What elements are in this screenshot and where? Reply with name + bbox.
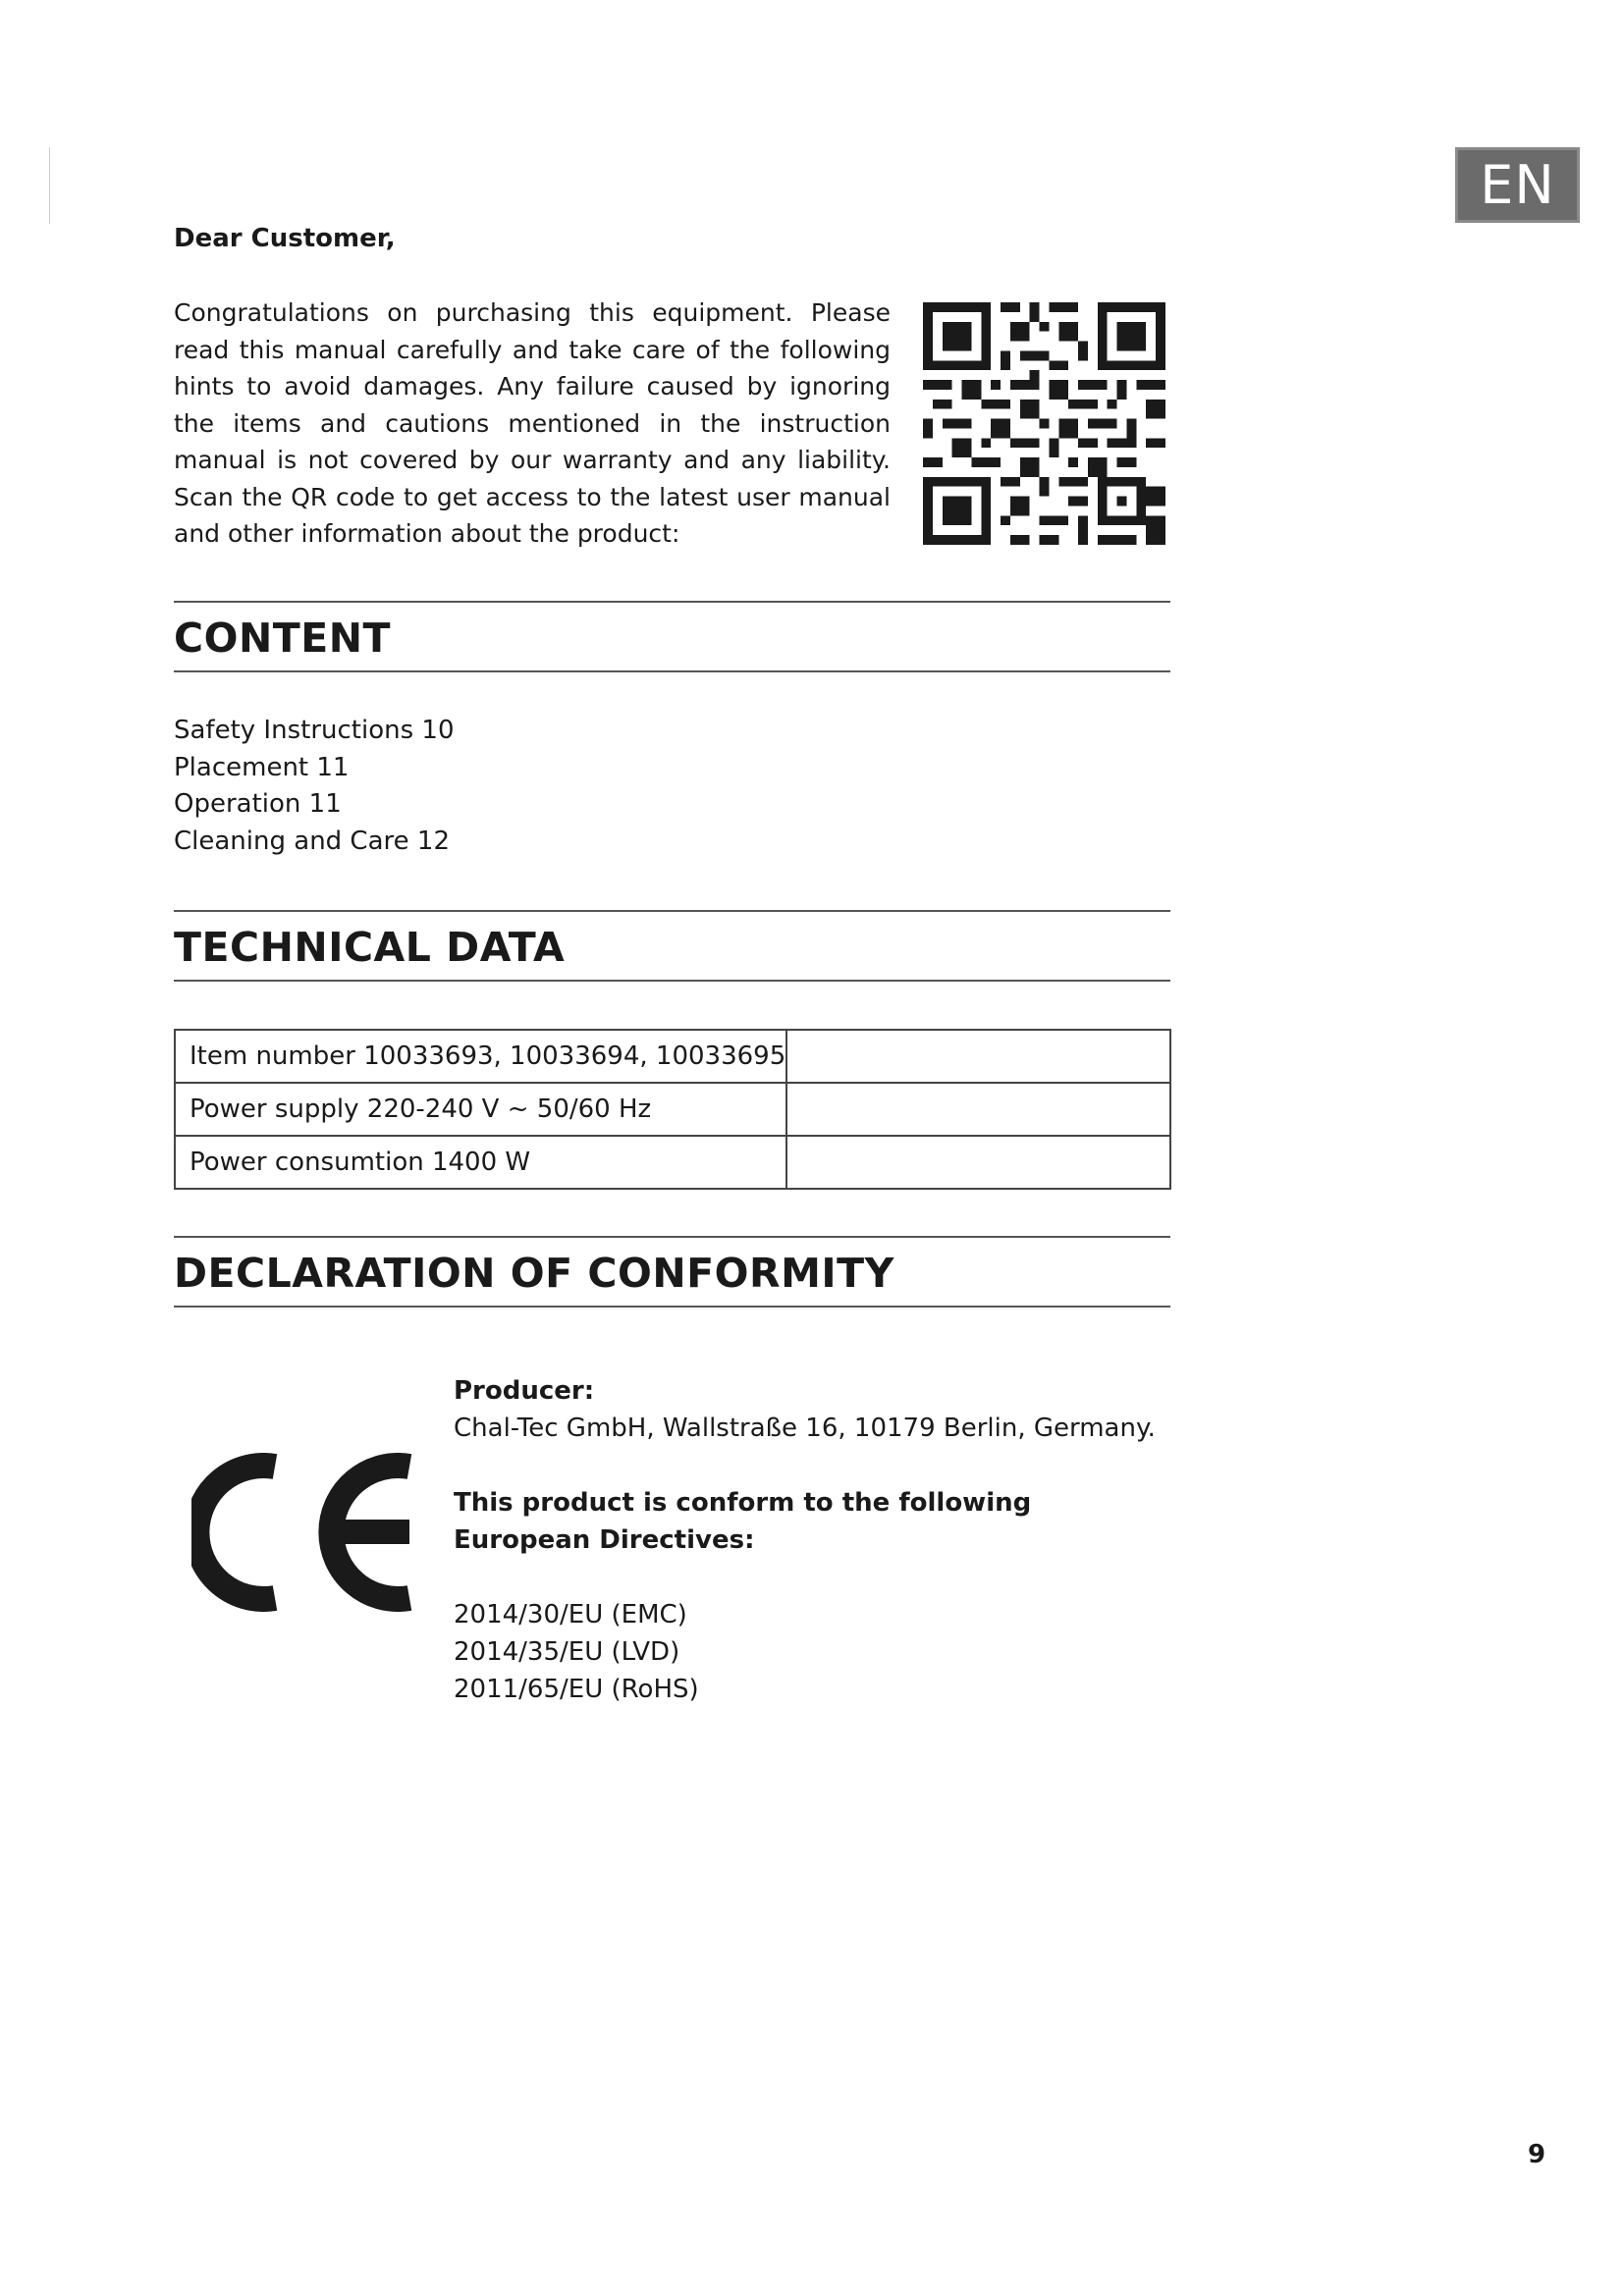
producer-label: Producer: [454, 1376, 595, 1406]
declaration-block [454, 1372, 1161, 1708]
table-cell: Item number 10033693, 10033694, 10033695 [175, 1030, 786, 1083]
table-row [175, 1083, 1170, 1136]
table-row [175, 1030, 1170, 1083]
directive-item: 2014/30/EU (EMC) [454, 1600, 687, 1629]
greeting: Dear Customer, [174, 224, 396, 253]
language-badge: EN [1455, 147, 1580, 223]
toc-item[interactable]: Cleaning and Care 12 [174, 826, 450, 856]
table-cell: Power supply 220-240 V ~ 50/60 Hz [175, 1083, 786, 1136]
qr-code-icon[interactable] [923, 302, 1165, 545]
toc-item[interactable]: Placement 11 [174, 752, 350, 782]
table-row [175, 1136, 1170, 1189]
table-cell [786, 1136, 1170, 1189]
technical-data-heading: TECHNICAL DATA [174, 924, 566, 971]
section-divider [174, 910, 1170, 912]
ce-mark-icon [191, 1453, 417, 1612]
section-divider [174, 1236, 1170, 1238]
section-divider [174, 1306, 1170, 1308]
intro-paragraph: Congratulations on purchasing this equipment. Please read this manual carefully and take care of the following hints to avoid damages. Any failure caused by ignoring the items and cautions mentioned in the instruction manual is not covered by our warranty and any liability. Scan the QR code to get access to the latest user manual and other information about the product: [174, 298, 891, 548]
declaration-heading: DECLARATION OF CONFORMITY [174, 1250, 894, 1297]
table-cell [786, 1030, 1170, 1083]
toc-item[interactable]: Safety Instructions 10 [174, 716, 455, 745]
section-divider [174, 601, 1170, 603]
table-cell [786, 1083, 1170, 1136]
table-cell: Power consumtion 1400 W [175, 1136, 786, 1189]
conformity-statement: This product is conform to the following European Directives: [454, 1488, 1032, 1555]
page-number: 9 [1528, 2140, 1546, 2169]
section-divider [174, 980, 1170, 982]
producer-address: Chal-Tec GmbH, Wallstraße 16, 10179 Berlin, Germany. [454, 1414, 1156, 1443]
toc-item[interactable]: Operation 11 [174, 789, 342, 819]
section-divider [174, 670, 1170, 672]
table-of-contents [174, 713, 454, 860]
content-heading: CONTENT [174, 614, 392, 662]
margin-line [49, 147, 50, 224]
directive-item: 2011/65/EU (RoHS) [454, 1675, 699, 1704]
directive-item: 2014/35/EU (LVD) [454, 1637, 680, 1667]
technical-data-table [174, 1029, 1171, 1190]
